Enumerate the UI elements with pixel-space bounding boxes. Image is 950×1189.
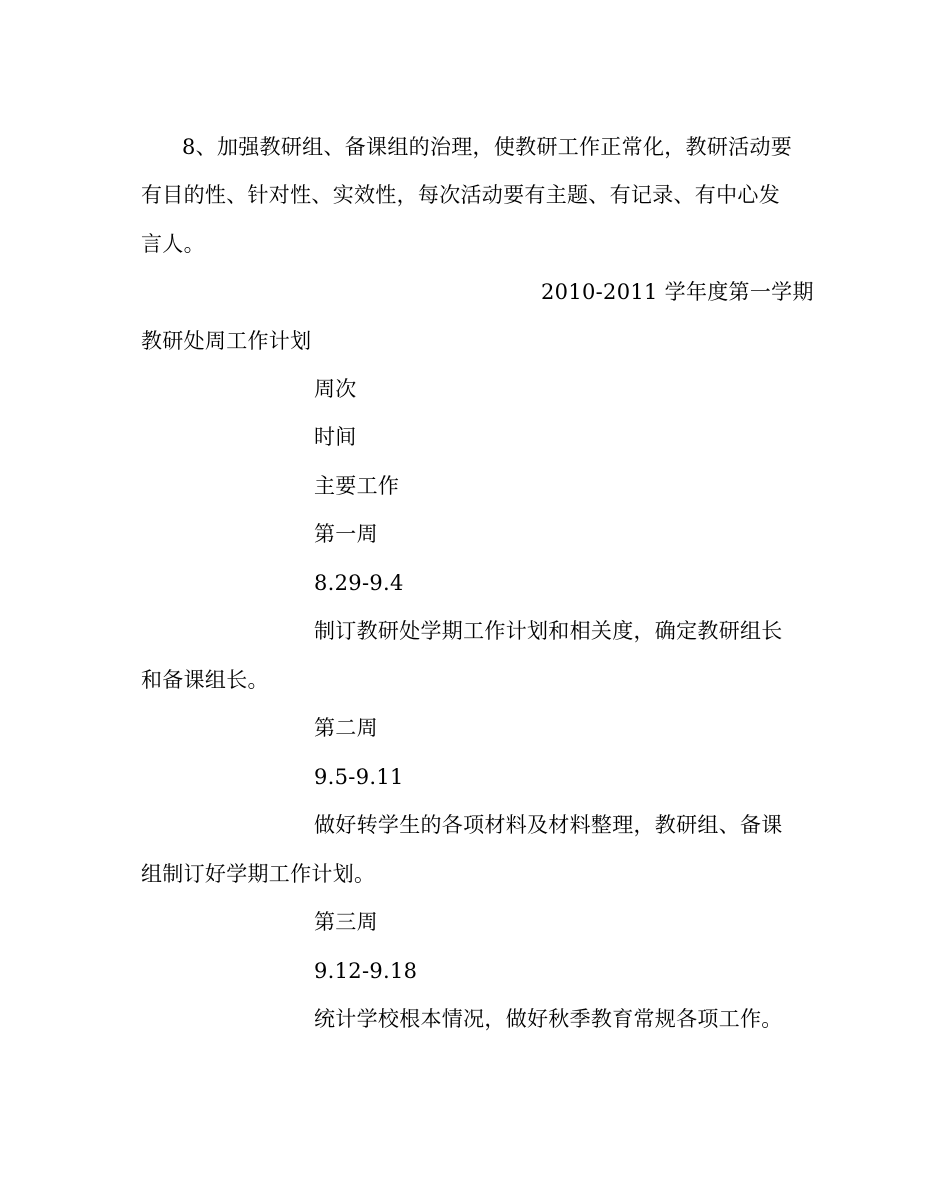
row-3-work-line-1: 统计学校根本情况，做好秋季教育常规各项工作。 <box>314 1007 783 1031</box>
paragraph-8-line-2: 有目的性、针对性、实效性，每次活动要有主题、有记录、有中心发 <box>141 183 780 207</box>
row-3-time: 9.12-9.18 <box>314 959 418 983</box>
row-2-work-line-1: 做好转学生的各项材料及材料整理，教研组、备课 <box>314 813 783 837</box>
header-work: 主要工作 <box>314 474 400 498</box>
row-1-week: 第一周 <box>314 522 378 546</box>
row-2-work-line-2: 组制订好学期工作计划。 <box>141 862 376 886</box>
row-2-week: 第二周 <box>314 716 378 740</box>
header-time: 时间 <box>314 425 357 449</box>
row-1-work-line-2: 和备课组长。 <box>141 668 269 692</box>
row-1-time: 8.29-9.4 <box>314 571 404 595</box>
paragraph-8-line-1: 8、加强教研组、备课组的治理，使教研工作正常化，教研活动要 <box>182 135 793 159</box>
row-2-time: 9.5-9.11 <box>314 765 404 789</box>
paragraph-8-line-3: 言人。 <box>141 232 205 256</box>
row-1-work-line-1: 制订教研处学期工作计划和相关度，确定教研组长 <box>314 619 783 643</box>
row-3-week: 第三周 <box>314 910 378 934</box>
plan-title: 教研处周工作计划 <box>141 329 312 353</box>
header-week: 周次 <box>314 377 357 401</box>
term-heading: 2010-2011 学年度第一学期 <box>541 280 814 304</box>
